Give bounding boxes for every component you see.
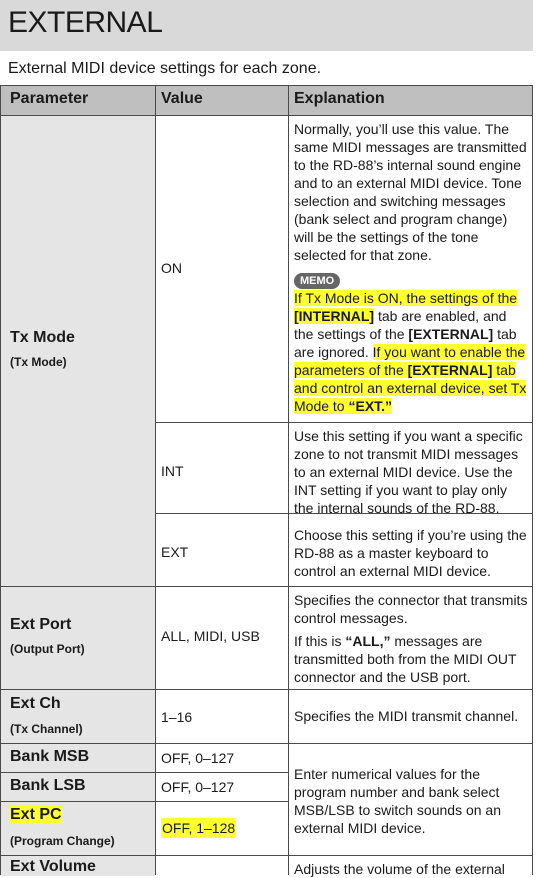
extport-text-2a: If this is bbox=[294, 633, 346, 649]
memo-text-4: If you want to enable the parameters of the bbox=[294, 344, 526, 378]
param-sub-txmode: (Tx Mode) bbox=[10, 355, 67, 369]
explanation-on-text: Normally, you’ll use this value. The same MIDI messages are transmitted to the RD-88’s internal sound engine and to an external MIDI device. Tone selection and switching messages (bank select and program change) will be the settings of the tone selected for that zone. bbox=[294, 121, 527, 263]
value-extport: ALL, MIDI, USB bbox=[161, 628, 260, 644]
param-cell-extport bbox=[0, 587, 155, 689]
memo-internal: [INTERNAL] bbox=[294, 308, 375, 324]
row-divider-extpc bbox=[0, 855, 533, 856]
table-header bbox=[0, 85, 533, 115]
param-name-extpc bbox=[10, 806, 62, 824]
section-header bbox=[0, 0, 533, 51]
value-bankmsb: OFF, 0–127 bbox=[161, 750, 235, 766]
param-name-bankmsb: Bank MSB bbox=[10, 748, 90, 765]
extpc-name-highlight: Ext PC bbox=[10, 806, 62, 823]
explanation-int: Use this setting if you want a specific zone to not transmit MIDI messages to an external MIDI device. Use the INT setting if you want to play only the internal sounds of the RD-88. bbox=[294, 428, 523, 516]
column-divider-1 bbox=[155, 85, 156, 875]
header-divider bbox=[0, 115, 533, 116]
table-border-left bbox=[0, 85, 1, 875]
section-subtitle: External MIDI device settings for each zone. bbox=[8, 60, 322, 77]
value-on: ON bbox=[161, 260, 182, 276]
extpc-value-highlight: OFF, 1–128 bbox=[162, 820, 236, 836]
table-border-right bbox=[532, 85, 533, 875]
param-name-extport: Ext Port bbox=[10, 616, 72, 633]
explanation-extport bbox=[294, 591, 528, 686]
param-sub-extpc: (Program Change) bbox=[10, 834, 115, 848]
memo-badge: MEMO bbox=[294, 273, 340, 289]
row-divider-bankmsb bbox=[0, 772, 288, 773]
value-extch: 1–16 bbox=[161, 709, 193, 725]
value-int: INT bbox=[161, 463, 184, 479]
value-banklsb: OFF, 0–127 bbox=[161, 779, 235, 795]
row-divider-extport bbox=[0, 689, 533, 690]
param-sub-extch: (Tx Channel) bbox=[10, 722, 83, 736]
param-name-txmode: Tx Mode bbox=[10, 329, 75, 346]
param-sub-extport: (Output Port) bbox=[10, 642, 85, 656]
table-border-top bbox=[0, 85, 533, 86]
param-name-extvolume: Ext Volume bbox=[10, 858, 96, 875]
memo-ext: “EXT.” bbox=[348, 398, 393, 414]
explanation-extch: Specifies the MIDI transmit channel. bbox=[294, 708, 519, 724]
value-ext: EXT bbox=[161, 544, 189, 560]
memo-external: [EXTERNAL] bbox=[408, 326, 494, 342]
memo-text-3: tab are ignored. bbox=[294, 326, 517, 360]
memo-text-1: If Tx Mode is ON, the settings of the bbox=[294, 290, 518, 306]
param-name-extch: Ext Ch bbox=[10, 695, 61, 712]
memo-block bbox=[294, 270, 528, 415]
value-extpc bbox=[161, 820, 236, 836]
param-name-banklsb: Bank LSB bbox=[10, 777, 86, 794]
column-header-value: Value bbox=[161, 90, 203, 107]
explanation-bank: Enter numerical values for the program number and bank select MSB/LSB to switch sounds on an external MIDI device. bbox=[294, 766, 501, 836]
memo-external-2: [EXTERNAL] bbox=[407, 362, 493, 378]
memo-text-2: tab are enabled, and the settings of the bbox=[294, 308, 507, 342]
explanation-ext: Choose this setting if you’re using the RD-88 as a master keyboard to control an external MIDI device. bbox=[294, 527, 527, 579]
explanation-extport-text-2 bbox=[294, 632, 528, 686]
row-divider-banklsb bbox=[0, 801, 288, 802]
param-cell-txmode bbox=[0, 116, 155, 586]
explanation-extport-text-1: Specifies the connector that transmits control messages. bbox=[294, 592, 528, 626]
column-header-explanation: Explanation bbox=[294, 90, 385, 107]
memo-text-5: tab and control an external device, set Tx Mode to bbox=[294, 362, 527, 414]
section-title: EXTERNAL bbox=[8, 6, 163, 39]
row-divider-extch bbox=[0, 743, 533, 744]
explanation-on bbox=[294, 120, 528, 415]
extport-text-2c: messages are transmitted both from the MIDI OUT connector and the USB port. bbox=[294, 633, 517, 685]
extport-all: “ALL,” bbox=[345, 633, 391, 649]
row-divider-on-int bbox=[155, 422, 533, 423]
column-divider-2 bbox=[288, 85, 289, 875]
row-divider-txmode bbox=[0, 586, 533, 587]
explanation-extvolume: Adjusts the volume of the external bbox=[294, 861, 505, 877]
column-header-parameter: Parameter bbox=[10, 90, 89, 107]
